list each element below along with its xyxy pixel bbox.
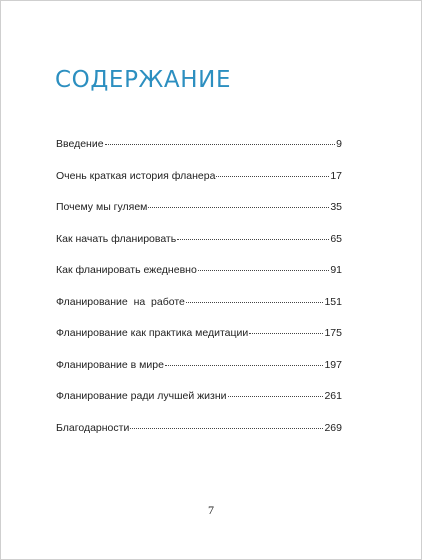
dot-leader bbox=[186, 302, 324, 303]
dot-leader bbox=[148, 207, 329, 208]
toc-entry[interactable] bbox=[56, 327, 342, 359]
toc-entry-page: 269 bbox=[324, 421, 342, 434]
toc-entry[interactable] bbox=[56, 233, 342, 265]
toc-entry-page: 35 bbox=[330, 201, 342, 213]
toc-entry-label: Фланирование в мире bbox=[56, 358, 164, 371]
toc-entry-label: Фланирование на работе bbox=[56, 295, 185, 308]
toc-entry[interactable] bbox=[56, 201, 342, 233]
toc-entry[interactable] bbox=[56, 422, 342, 454]
page-title: СОДЕРЖАНИЕ bbox=[55, 67, 232, 94]
toc-entry-label: Введение bbox=[56, 138, 104, 150]
toc-entry-label: Фланирование как практика медитации bbox=[56, 327, 249, 339]
toc-entry[interactable] bbox=[56, 359, 342, 391]
toc-entry-label: Почему мы гуляем bbox=[56, 201, 148, 213]
toc-entry-page: 151 bbox=[324, 295, 342, 308]
dot-leader bbox=[198, 270, 330, 271]
toc-entry[interactable] bbox=[56, 390, 342, 422]
toc-entry-label: Как фланировать ежедневно bbox=[56, 264, 197, 276]
dot-leader bbox=[105, 144, 336, 145]
toc-entry[interactable] bbox=[56, 170, 342, 202]
toc-entry-page: 175 bbox=[324, 327, 342, 339]
toc-entry[interactable] bbox=[56, 296, 342, 328]
toc-entry-page: 9 bbox=[336, 138, 342, 150]
dot-leader bbox=[177, 239, 329, 240]
toc-entry-label: Как начать фланировать bbox=[56, 232, 177, 245]
toc-entry-label: Очень краткая история фланера bbox=[56, 169, 216, 182]
toc-entry[interactable] bbox=[56, 264, 342, 296]
page-number: 7 bbox=[208, 503, 214, 517]
toc-entry-page: 17 bbox=[330, 169, 342, 182]
dot-leader bbox=[228, 396, 324, 397]
toc-entry[interactable] bbox=[56, 138, 342, 170]
toc-entry-page: 65 bbox=[330, 232, 342, 245]
toc-entry-page: 197 bbox=[324, 358, 342, 371]
toc-entry-page: 91 bbox=[330, 264, 342, 276]
dot-leader bbox=[130, 428, 323, 429]
dot-leader bbox=[216, 176, 329, 177]
dot-leader bbox=[165, 365, 324, 366]
toc-entry-label: Фланирование ради лучшей жизни bbox=[56, 390, 227, 402]
table-of-contents bbox=[56, 138, 342, 453]
dot-leader bbox=[249, 333, 323, 334]
toc-entry-label: Благодарности bbox=[56, 421, 130, 434]
toc-entry-page: 261 bbox=[324, 390, 342, 402]
